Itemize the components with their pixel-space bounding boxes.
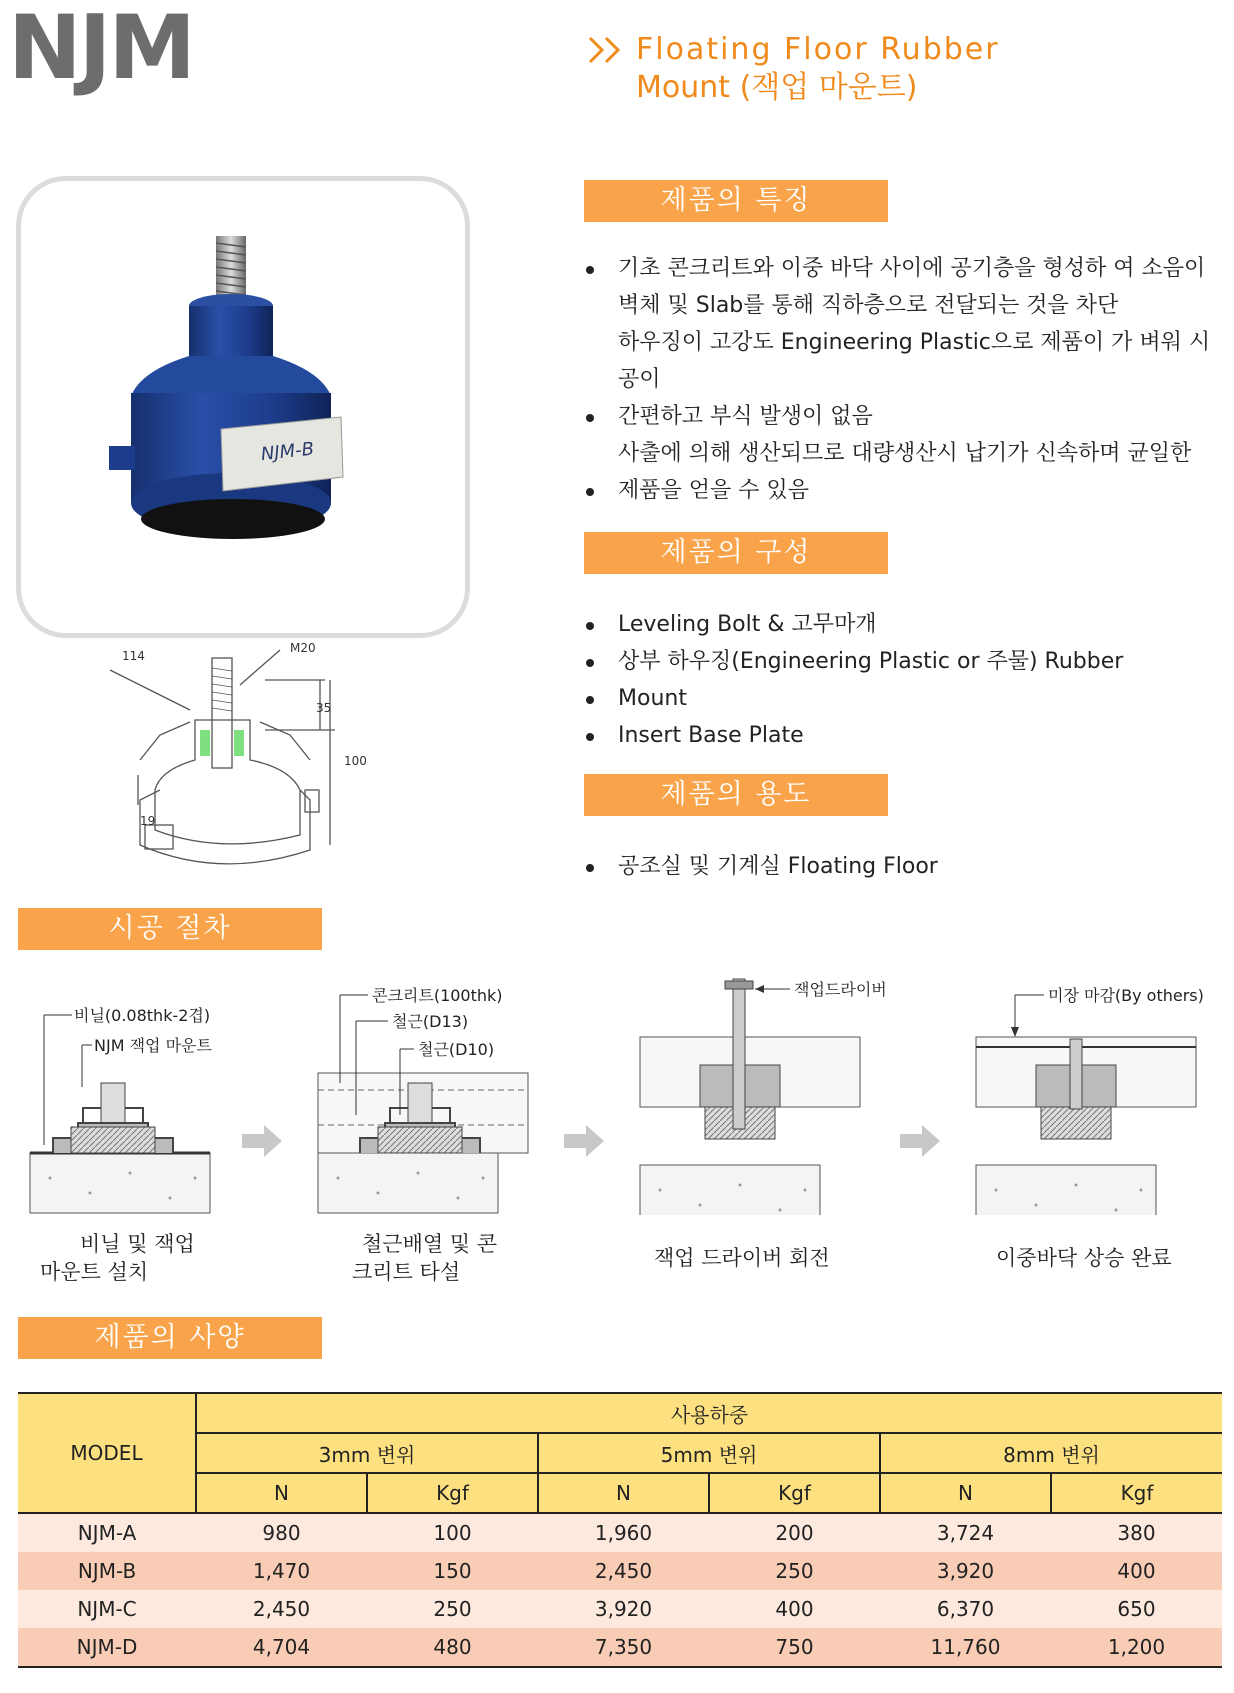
header-unit: N	[538, 1473, 709, 1513]
cell-value: 200	[775, 1521, 814, 1545]
header-unit: Kgf	[709, 1473, 880, 1513]
cell-value: 250	[775, 1559, 814, 1583]
list-item: 간편하고 부식 발생이 없음	[584, 398, 1224, 435]
cell-value: 4,704	[252, 1635, 311, 1659]
features-list	[584, 250, 1224, 509]
cell-value: 750	[775, 1635, 814, 1659]
cell-model: NJM-D	[76, 1635, 138, 1659]
cell-value: 1,960	[594, 1521, 653, 1545]
product-photo-frame	[16, 176, 470, 638]
header-load: 사용하중	[196, 1393, 1222, 1433]
list-item: 벽체 및 Slab를 통해 직하층으로 전달되는 것을 차단	[618, 293, 1119, 318]
header-group-8mm: 8mm 변위	[880, 1433, 1222, 1473]
product-title-line2: Mount (잭업 마운트)	[636, 70, 918, 105]
step-1-caption-line1: 비닐 및 잭업	[80, 1232, 195, 1256]
cell-value: 3,724	[936, 1521, 995, 1545]
features-heading: 제품의 특징	[584, 180, 888, 222]
usage-list	[584, 848, 1224, 885]
dim-100: 100	[344, 754, 367, 768]
header-unit: Kgf	[367, 1473, 538, 1513]
header-group-5mm: 5mm 변위	[538, 1433, 880, 1473]
step-2-caption-line1: 철근배열 및 콘	[362, 1232, 498, 1256]
arrow-icon	[900, 1125, 940, 1157]
list-item: 공조실 및 기계실 Floating Floor	[584, 848, 1224, 885]
cell-value: 2,450	[252, 1597, 311, 1621]
callout-njm-mount: NJM 잭업 마운트	[94, 1036, 212, 1055]
callout-vinyl: 비닐(0.08thk-2겹)	[74, 1006, 211, 1025]
callout-concrete: 콘크리트(100thk)	[372, 986, 503, 1005]
header-unit: N	[196, 1473, 367, 1513]
table-row	[18, 1513, 1222, 1552]
cell-value: 6,370	[936, 1597, 995, 1621]
cell-value: 400	[1117, 1559, 1156, 1583]
brand-logo: NJM	[8, 0, 193, 99]
procedure-heading: 시공 절차	[18, 908, 322, 950]
product-photo	[21, 181, 465, 633]
cell-value: 400	[775, 1597, 814, 1621]
callout-rebar-d10: 철근(D10)	[418, 1040, 495, 1059]
list-item: 제품을 얻을 수 있음	[584, 472, 1224, 509]
cell-value: 650	[1117, 1597, 1156, 1621]
procedure-step-4	[976, 986, 1204, 1215]
photo-label: NJM-B	[259, 438, 316, 466]
table-row	[18, 1552, 1222, 1590]
table-row	[18, 1590, 1222, 1628]
cell-value: 3,920	[594, 1597, 653, 1621]
cell-value: 480	[433, 1635, 472, 1659]
header-unit: Kgf	[1051, 1473, 1222, 1513]
spec-table	[18, 1392, 1222, 1668]
composition-heading: 제품의 구성	[584, 532, 888, 574]
header-model: MODEL	[18, 1393, 196, 1513]
step-1-caption-line2: 마운트 설치	[40, 1260, 149, 1284]
list-item: 사출에 의해 생산되므로 대량생산시 납기가 신속하며 균일한	[618, 441, 1192, 466]
list-item: Mount	[584, 680, 1224, 717]
callout-rebar-d13: 철근(D13)	[392, 1012, 469, 1031]
cell-value: 1,200	[1107, 1635, 1166, 1659]
list-item: Leveling Bolt & 고무마개	[584, 606, 1224, 643]
arrow-icon	[242, 1125, 282, 1157]
list-item: Insert Base Plate	[584, 717, 1224, 754]
header-unit: N	[880, 1473, 1051, 1513]
double-chevron-icon	[586, 30, 630, 70]
cell-value: 7,350	[594, 1635, 653, 1659]
cell-value: 380	[1117, 1521, 1156, 1545]
procedure-diagram	[0, 965, 1234, 1215]
callout-finish: 미장 마감(By others)	[1048, 986, 1204, 1005]
list-item: 기초 콘크리트와 이중 바닥 사이에 공기층을 형성하 여 소음이	[584, 250, 1224, 287]
header-group-3mm: 3mm 변위	[196, 1433, 538, 1473]
cell-value: 100	[433, 1521, 472, 1545]
step-4-caption: 이중바닥 상승 완료	[996, 1246, 1172, 1270]
spec-heading: 제품의 사양	[18, 1317, 322, 1359]
procedure-step-1	[30, 1006, 212, 1213]
step-3-caption: 잭업 드라이버 회전	[654, 1246, 830, 1270]
arrow-icon	[564, 1125, 604, 1157]
product-title-line1: Floating Floor Rubber	[636, 32, 1000, 67]
usage-heading: 제품의 용도	[584, 774, 888, 816]
cell-model: NJM-C	[77, 1597, 137, 1621]
dim-19: 19	[140, 814, 156, 828]
cell-value: 11,760	[930, 1635, 1001, 1659]
cell-model: NJM-B	[77, 1559, 137, 1583]
cell-value: 3,920	[936, 1559, 995, 1583]
list-item: 상부 하우징(Engineering Plastic or 주물) Rubber	[584, 643, 1224, 680]
table-row	[18, 1628, 1222, 1667]
cell-value: 150	[433, 1559, 472, 1583]
cell-value: 250	[433, 1597, 472, 1621]
dim-m20: M20	[290, 641, 316, 655]
cell-model: NJM-A	[77, 1521, 137, 1545]
cell-value: 1,470	[252, 1559, 311, 1583]
dim-114: 114	[122, 649, 145, 663]
callout-jackup-driver: 잭업드라이버	[794, 980, 887, 999]
dimension-drawing	[100, 640, 410, 895]
dim-35: 35	[316, 701, 332, 715]
composition-list	[584, 606, 1224, 754]
procedure-step-2	[318, 986, 528, 1213]
list-item: 하우징이 고강도 Engineering Plastic으로 제품이 가 벼워 시공이	[618, 330, 1211, 392]
step-2-caption-line2: 크리트 타설	[352, 1260, 461, 1284]
procedure-step-3	[640, 979, 887, 1215]
cell-value: 2,450	[594, 1559, 653, 1583]
cell-value: 980	[262, 1521, 301, 1545]
